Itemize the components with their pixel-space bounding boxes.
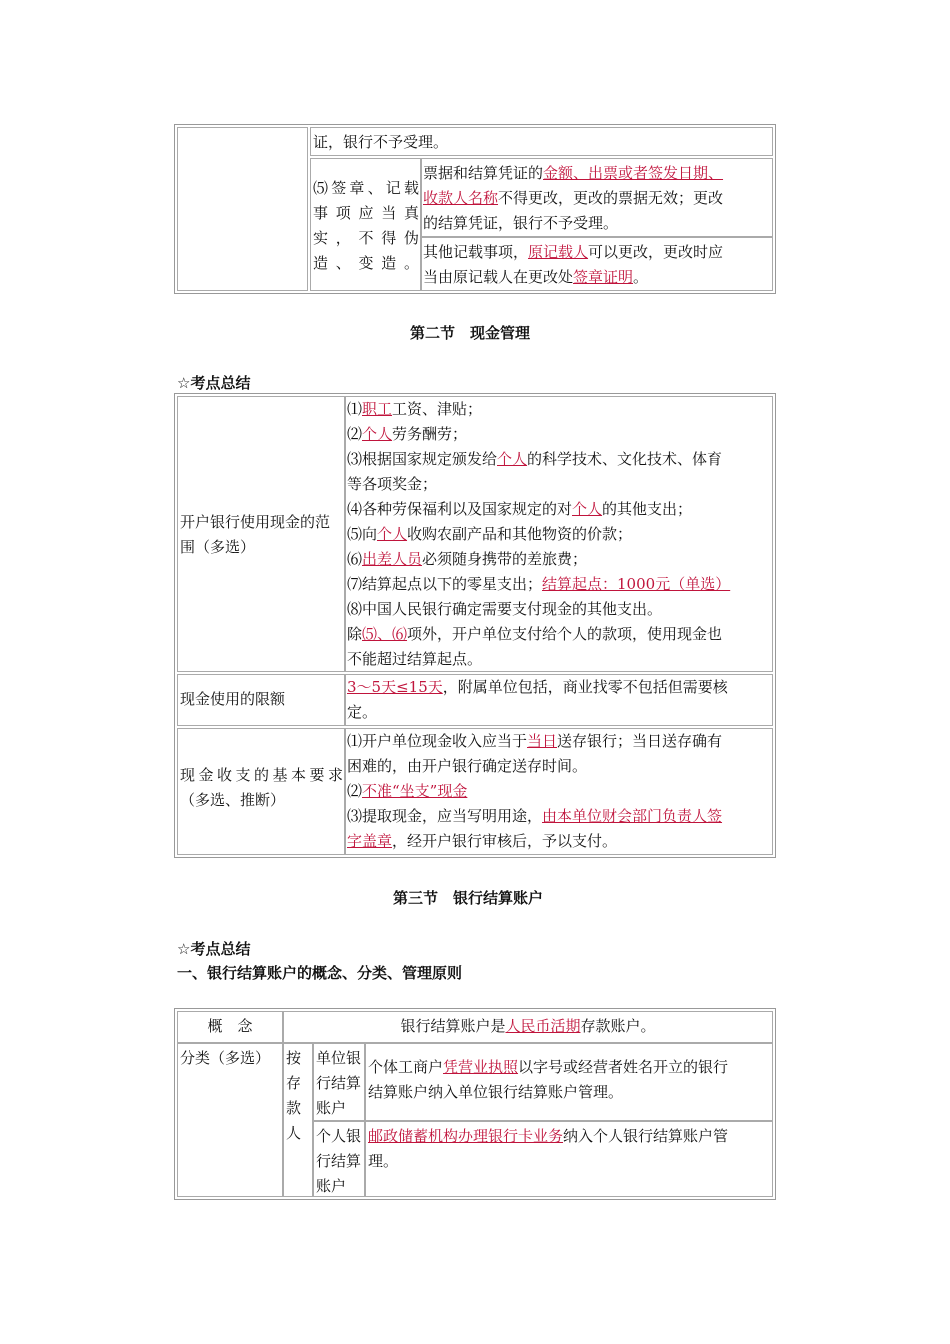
text-segment: ⑴ [347, 400, 363, 418]
table1-sign-label: ⑸签章、记载 事项应当真 实，不得伪 造、变造。 [310, 158, 422, 291]
text-line [347, 472, 770, 497]
summary-heading-1: ☆考点总结 [177, 374, 251, 392]
highlighted-term: 邮政储蓄机构办理银行卡业务 [368, 1127, 564, 1145]
text-segment: 等各项奖金； [347, 475, 438, 493]
text-segment: 的结算凭证，银行不予受理。 [423, 214, 619, 232]
text-line [368, 1124, 770, 1149]
highlighted-term: 金额、出票或者签发日期、 [543, 164, 724, 182]
text-line [347, 522, 770, 547]
highlighted-term: 人民币活期 [505, 1017, 581, 1035]
text-segment: 劳务酬劳； [392, 425, 468, 443]
text-segment: ⑸向 [347, 525, 378, 543]
text-line [423, 211, 770, 236]
classification-label: 分类（多选） [177, 1043, 283, 1197]
text-line [347, 754, 770, 779]
text-segment: 纳入个人银行结算账户管 [563, 1127, 729, 1145]
text-line [347, 675, 770, 700]
highlighted-term: 3～5天≤15天 [347, 678, 443, 696]
text-segment: 必须随身携带的差旅费； [422, 550, 588, 568]
text-segment: 除 [347, 625, 363, 643]
text-segment: 以字号或经营者姓名开立的银行 [518, 1058, 729, 1076]
unit-account-text [365, 1043, 773, 1121]
text-line [368, 1080, 770, 1105]
text-line [368, 1055, 770, 1080]
highlighted-term: 字盖章 [347, 832, 393, 850]
personal-account-text [365, 1121, 773, 1197]
text-line [347, 547, 770, 572]
highlighted-term: 出差人员 [362, 550, 423, 568]
text-segment: 送存银行；当日送存确有 [557, 732, 723, 750]
text-segment: 不能超过结算起点。 [347, 650, 483, 668]
table1-empty-cell [177, 127, 308, 291]
text-segment: ⑵ [347, 425, 363, 443]
summary-heading-2: ☆考点总结 [177, 940, 251, 958]
highlighted-term: 个人 [572, 500, 603, 518]
text-line [347, 622, 770, 647]
text-line [347, 647, 770, 672]
table1-amount-rule [420, 158, 773, 237]
cash-requirement-list [344, 728, 773, 855]
table-cash-management [174, 393, 776, 858]
text-segment: ，附属单位包括，商业找零不包括但需要核 [442, 678, 728, 696]
highlighted-term: 由本单位财会部门负责人签 [542, 807, 723, 825]
text-line [347, 397, 770, 422]
text-segment: 定。 [347, 703, 378, 721]
table1-row1-text: 证，银行不予受理。 [310, 127, 773, 156]
text-segment: 票据和结算凭证的 [423, 164, 544, 182]
text-segment: 结算账户纳入单位银行结算账户管理。 [368, 1083, 624, 1101]
highlighted-term: 职工 [362, 400, 393, 418]
text-line [347, 572, 770, 597]
highlighted-term: 收款人名称 [423, 189, 499, 207]
text-segment: ⑷各种劳保福利以及国家规定的对 [347, 500, 573, 518]
cash-requirement-label: 现金收支的基本要求 （多选、推断） [177, 728, 346, 855]
text-segment: ⑹ [347, 550, 363, 568]
subheading-account-concept: 一、银行结算账户的概念、分类、管理原则 [177, 964, 463, 982]
text-segment: 的科学技术、文化技术、体育 [527, 450, 723, 468]
text-line [347, 497, 770, 522]
unit-account-label: 单位银 行结算 账户 [313, 1043, 365, 1121]
text-line [347, 779, 770, 804]
highlighted-term: 个人 [497, 450, 528, 468]
text-segment: 工资、津贴； [392, 400, 483, 418]
highlighted-term: 不准“坐支”现金 [362, 782, 468, 800]
text-segment: 银行结算账户是 [400, 1017, 506, 1035]
cash-limit-label: 现金使用的限额 [177, 674, 346, 726]
section2-title: 第二节 现金管理 [410, 324, 531, 342]
text-segment: 项外，开户单位支付给个人的款项，使用现金也 [407, 625, 723, 643]
highlighted-term: 原记载人 [528, 243, 589, 261]
text-line [423, 186, 770, 211]
text-segment: 的其他支出； [602, 500, 693, 518]
text-segment: 。 [633, 268, 649, 286]
text-segment: ⑺结算起点以下的零星支出； [347, 575, 543, 593]
text-line [347, 804, 770, 829]
text-segment: 当由原记载人在更改处 [423, 268, 574, 286]
table1-other-rule [420, 237, 773, 291]
text-line [368, 1149, 770, 1174]
text-segment: 不得更改，更改的票据无效；更改 [498, 189, 724, 207]
cash-scope-list [344, 396, 773, 672]
text-line [423, 265, 770, 290]
text-segment: ⑶提取现金，应当写明用途， [347, 807, 543, 825]
text-line [347, 597, 770, 622]
text-line [347, 447, 770, 472]
highlighted-term: 当日 [527, 732, 558, 750]
highlighted-term: 个人 [377, 525, 408, 543]
section3-title: 第三节 银行结算账户 [393, 889, 544, 907]
text-segment: ，经开户银行审核后，予以支付。 [392, 832, 618, 850]
text-line [347, 729, 770, 754]
text-line [423, 240, 770, 265]
cash-scope-label: 开户银行使用现金的范 围（多选） [177, 396, 346, 672]
text-segment: 个体工商户 [368, 1058, 444, 1076]
highlighted-term: 凭营业执照 [443, 1058, 519, 1076]
text-segment: 可以更改，更改时应 [588, 243, 724, 261]
text-segment: 理。 [368, 1152, 399, 1170]
text-line [347, 829, 770, 854]
text-segment: 收购农副产品和其他物资的价款； [407, 525, 633, 543]
highlighted-term: ⑸、⑹ [362, 625, 408, 643]
text-segment: 存款账户。 [580, 1017, 656, 1035]
highlighted-term: 个人 [362, 425, 393, 443]
text-segment: ⑴开户单位现金收入应当于 [347, 732, 528, 750]
table-signature [174, 124, 776, 294]
text-line [347, 422, 770, 447]
highlighted-term: 结算起点：1000元（单选） [542, 575, 731, 593]
text-segment: ⑶根据国家规定颁发给 [347, 450, 498, 468]
concept-text [283, 1011, 773, 1043]
text-segment: 困难的，由开户银行确定送存时间。 [347, 757, 588, 775]
text-segment: 其他记载事项， [423, 243, 529, 261]
by-depositor-label: 按 存 款 人 [283, 1043, 313, 1197]
cash-limit-text [344, 674, 773, 726]
table-bank-account [174, 1008, 776, 1200]
highlighted-term: 签章证明 [573, 268, 634, 286]
text-line [286, 1014, 770, 1039]
text-segment: ⑻中国人民银行确定需要支付现金的其他支出。 [347, 600, 663, 618]
text-segment: ⑵ [347, 782, 363, 800]
text-line [423, 161, 770, 186]
text-line [347, 700, 770, 725]
personal-account-label: 个人银 行结算 账户 [313, 1121, 365, 1197]
concept-label: 概 念 [177, 1011, 283, 1043]
